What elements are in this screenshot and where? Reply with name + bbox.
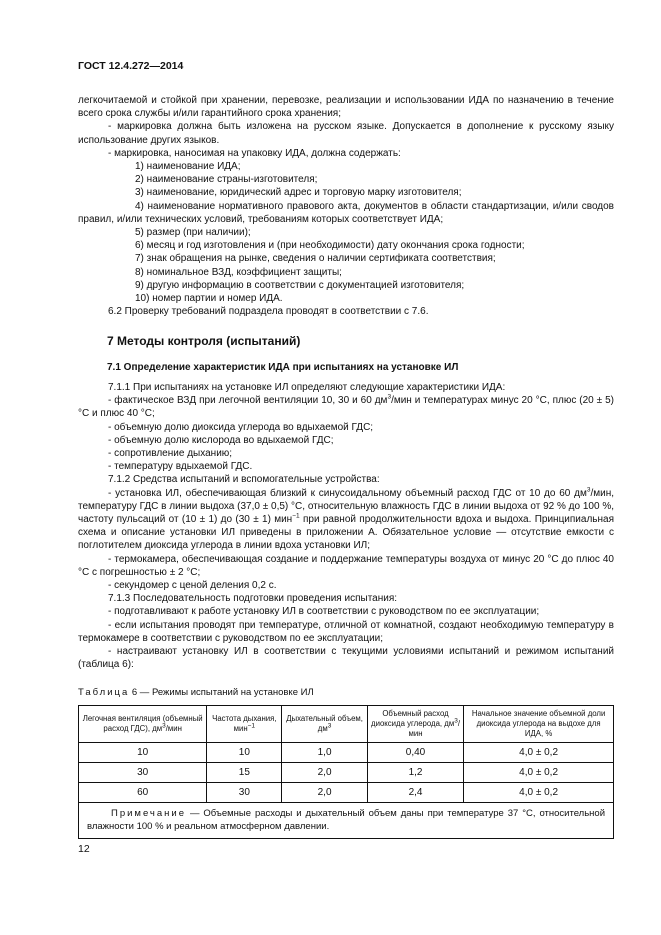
list-item: 1) наименование ИДА; bbox=[135, 161, 241, 173]
column-header: Дыхательный объем, $дм^3$ bbox=[282, 706, 368, 743]
table-row bbox=[79, 783, 614, 803]
paragraph: - температуру вдыхаемой ГДС. bbox=[108, 461, 253, 473]
table-note: Примечание — Объемные расходы и дыхательный объем даны при температуре 37 °С, относительной влажности 100 % и реальном атмосферном давлении. bbox=[79, 803, 614, 839]
list-item: 7) знак обращения на рынке, сведения о наличии сертификата соответствия; bbox=[135, 253, 496, 265]
paragraph: - фактическое ВЗД при легочной вентиляции 10, 30 и 60 $дм^3$/мин и температурах минус 20 °С, плюс (20 ± 5) °С и плюс 40 °С; bbox=[78, 393, 614, 420]
table-cell: 10 bbox=[79, 743, 207, 763]
document-header: ГОСТ 12.4.272—2014 bbox=[78, 60, 184, 72]
paragraph: - установка ИЛ, обеспечивающая близкий к синусоидальному объемный расход ГДС от 10 до 60 $дм^3$/мин, температуру ГДС в линии выдоха (37,0 ± 0,5) °С, относительную влажность ГДС в линии выдоха от 92 % до 100 %, частоту пульсаций от (10 ± 1) до (30 ± 1) мин$^{-1}$ при равной продолжительности вдоха и выдоха. Принципиальная схема и описание установки ИЛ приведены в приложении А. Обязательное условие — отсутствие емкости с поглотителем диоксида углерода в линии вдоха установки ИЛ; bbox=[78, 486, 614, 552]
section-heading: 7 Методы контроля (испытаний) bbox=[107, 334, 301, 348]
table-cell: 0,40 bbox=[367, 743, 463, 763]
page-number: 12 bbox=[78, 843, 90, 855]
paragraph: - объемную долю кислорода во вдыхаемой ГДС; bbox=[108, 434, 334, 446]
table-cell: 2,0 bbox=[282, 763, 368, 783]
table-cell: 30 bbox=[207, 783, 282, 803]
column-header: Начальное значение объемной доли диоксида углерода на выдохе для ИДА, % bbox=[464, 706, 614, 743]
list-item: 10) номер партии и номер ИДА. bbox=[135, 293, 283, 305]
paragraph: 7.1.1 При испытаниях на установке ИЛ определяют следующие характеристики ИДА: bbox=[108, 382, 506, 393]
paragraph: - секундомер с ценой деления 0,2 с. bbox=[108, 580, 277, 592]
paragraph: 7.1.2 Средства испытаний и вспомогательные устройства: bbox=[108, 474, 380, 486]
table-cell: 1,2 bbox=[367, 763, 463, 783]
marking-requirements bbox=[78, 94, 614, 318]
list-item: 5) размер (при наличии); bbox=[135, 227, 251, 239]
list-item: 6) месяц и год изготовления и (при необходимости) дату окончания срока годности; bbox=[135, 240, 525, 252]
table-cell: 4,0 ± 0,2 bbox=[464, 783, 614, 803]
list-item: 2) наименование страны-изготовителя; bbox=[135, 174, 318, 186]
column-header: Частота дыхания, мин$^{-1}$ bbox=[207, 706, 282, 743]
table-row bbox=[79, 763, 614, 783]
table-note-row bbox=[79, 803, 614, 839]
table-cell: 60 bbox=[79, 783, 207, 803]
table-cell: 2,0 bbox=[282, 783, 368, 803]
paragraph: - объемную долю диоксида углерода во вдыхаемой ГДС; bbox=[108, 421, 374, 433]
paragraph: 6.2 Проверку требований подраздела проводят в соответствии с 7.6. bbox=[108, 306, 429, 318]
list-item: 8) номинальное ВЗД, коэффициент защиты; bbox=[135, 266, 342, 278]
paragraph: - маркировка должна быть изложена на русском языке. Допускается в дополнение к русскому языку использование других языков. bbox=[78, 121, 614, 146]
paragraph: - маркировка, наносимая на упаковку ИДА, должна содержать: bbox=[108, 147, 401, 159]
table-cell: 15 bbox=[207, 763, 282, 783]
paragraph: - подготавливают к работе установку ИЛ в соответствии с руководством по ее эксплуатации; bbox=[108, 606, 540, 618]
table-cell: 2,4 bbox=[367, 783, 463, 803]
table-cell: 4,0 ± 0,2 bbox=[464, 743, 614, 763]
table-cell: 1,0 bbox=[282, 743, 368, 763]
paragraph: - настраивают установку ИЛ в соответствии с текущими условиями испытаний и режимом испытаний (таблица 6): bbox=[78, 646, 614, 671]
test-modes-table bbox=[78, 705, 614, 839]
subsection-heading: 7.1 Определение характеристик ИДА при испытаниях на установке ИЛ bbox=[107, 362, 459, 373]
table-cell: 4,0 ± 0,2 bbox=[464, 763, 614, 783]
paragraph: - сопротивление дыханию; bbox=[108, 448, 233, 460]
list-item: 4) наименование нормативного правового акта, документов в области стандартизации, и/или сводов правил, и/или технических условий, требованиям которых соответствует ИДА; bbox=[78, 200, 614, 225]
table-header-row bbox=[79, 706, 614, 743]
table-cell: 10 bbox=[207, 743, 282, 763]
paragraph: легкочитаемой и стойкой при хранении, перевозке, реализации и использовании ИДА по назначению в течение всего срока службы и/или гарантийного срока хранения; bbox=[78, 95, 614, 120]
column-header: Объемный расход диоксида углерода, $дм^3$/мин bbox=[367, 706, 463, 743]
test-methods-text bbox=[78, 381, 614, 671]
table-row bbox=[79, 743, 614, 763]
table-cell: 30 bbox=[79, 763, 207, 783]
column-header: Легочная вентиляция (объемный расход ГДС), $дм^3$/мин bbox=[79, 706, 207, 743]
paragraph: 7.1.3 Последовательность подготовки проведения испытания: bbox=[108, 593, 398, 605]
table-caption: Таблица 6 — Режимы испытаний на установке ИЛ bbox=[78, 687, 314, 698]
list-item: 3) наименование, юридический адрес и торговую марку изготовителя; bbox=[135, 187, 462, 199]
list-item: 9) другую информацию в соответствии с документацией изготовителя; bbox=[135, 279, 465, 291]
paragraph: - термокамера, обеспечивающая создание и поддержание температуры воздуха от минус 20 °С до плюс 40 °С с погрешностью ± 2 °С; bbox=[78, 553, 614, 578]
paragraph: - если испытания проводят при температуре, отличной от комнатной, создают необходимую температуру в термокамере в соответствии с руководством по ее эксплуатации; bbox=[78, 619, 614, 644]
